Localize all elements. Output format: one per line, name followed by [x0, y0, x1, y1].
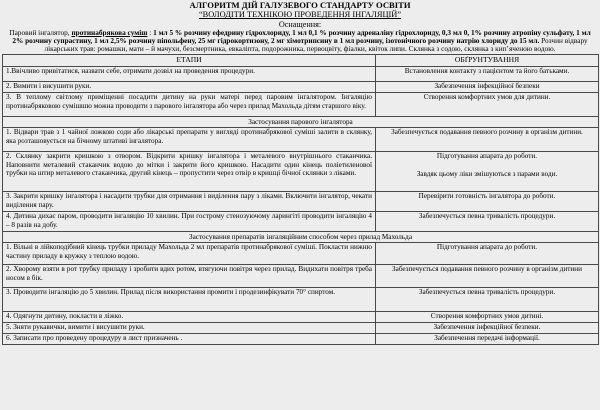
reason-cell — [376, 93, 599, 117]
equipment-part: : — [147, 27, 154, 37]
reason-text: Перевірити готовність інгалятора до роботи. — [418, 192, 556, 201]
reason-cell — [376, 312, 599, 323]
table-row — [3, 334, 599, 345]
document-subtitle: “ВОЛОДІТИ ТЕХНІКОЮ ПРОВЕДЕННЯ ІНГАЛЯЦІЙ” — [198, 10, 402, 20]
reason-text: Забезпечення передачі інформації. — [434, 334, 540, 343]
table-section-row — [3, 232, 599, 243]
table-row — [3, 67, 599, 82]
step-cell: 1. Відвари трав з 1 чайної ложкою соди або лікарські препарати у вигляді протинабрякової суміші залити в склянку, яка розташовується на бічному штативі інгалятора. — [3, 128, 376, 152]
reason-text: Створення комфортних умов для дитини. — [423, 93, 551, 102]
reason-text: Підготування апарата до роботи. — [436, 152, 538, 161]
equipment-part: протинабрякова суміш — [71, 27, 148, 37]
table-section-row — [3, 117, 599, 128]
table-row — [3, 323, 599, 334]
table-row — [3, 82, 599, 93]
header-reasons: ОБҐРУНТУВАННЯ — [376, 55, 599, 67]
reason-cell — [376, 82, 599, 93]
reason-text-secondary: Завдяк цьому ліки змішуються з парами води. — [416, 169, 558, 178]
step-cell: 4. Одягнути дитину, покласти в ліжко. — [3, 312, 376, 323]
step-cell: 3. Закрити кришку інгалятора і насадити трубки для отримання і виділення пару з ліками. Включити інгалятор, чекати виділення пару. — [3, 192, 376, 212]
reason-text: Підготування апарата до роботи. — [436, 243, 538, 252]
reason-cell — [376, 152, 599, 192]
step-cell: 1. Вільні в лійкоподібний кінець трубки приладу Махольда 2 мл препаратів протинабрякової суміші. Покласти нижню частину приладу в кружку з теплою водою. — [3, 243, 376, 265]
table-row — [3, 212, 599, 232]
equipment-part: Розчин відвару лікарських трав: ромашки, мати – й мачухи, безсмертника, евкаліпта, подорожника, первоцвіту, фіалки, квіток липи. Склянка з содою, склянка з кип’яченою водою. — [44, 36, 588, 54]
reason-text: Створення комфортних умов дитині. — [430, 312, 544, 321]
table-row — [3, 192, 599, 212]
equipment-label: Оснащення: — [278, 19, 322, 29]
equipment-text — [2, 29, 598, 54]
reason-text: Забезпечується подавання певного розчину в організм дитини. — [391, 128, 583, 137]
equipment-part: 1 мл 5 % розчину ефедрину гідрохлориду, 1 мл 0,1 % розчину адреналіну гідрохлориду, 0,3 мл 0, 1% розчину атропіну сульфату, 1 мл 2% розчину супрастину, 1 мл 2,5% розчину піпольфену, 25 мг гідрокортизону, 2 мг хімотрипсину в 1 мл розчину, ізотонічного розчину натрію хлориду до 15 мл. — [12, 27, 591, 46]
reason-text: Забезпечується певна тривалість процедури. — [418, 288, 556, 297]
algorithm-table — [2, 54, 599, 345]
step-cell: 3. В теплому світлому приміщенні посадити дитину на руки матері перед паровим інгалятором. Інгаляцію протинабряковою сумішшю можна проводити з парового інгалятора або через прилад Махольда дітям старшого віку. — [3, 93, 376, 117]
reason-cell — [376, 323, 599, 334]
table-header-row — [3, 55, 599, 67]
reason-cell — [376, 334, 599, 345]
step-cell: 2. Склянку закрити кришкою з отвором. Відкрити кришку інгалятора і металевого внутрішнього стаканчика. Наповнити металевий стаканчик водою до мітки і закрити його кришкою. Насадити один кінець поліетиленової трубки на штир металевого стаканчика, другий кінець – пропустити через отвір в кришці бічної склянки з ліками. — [3, 152, 376, 192]
step-cell: 2. Хворому взяти в рот трубку приладу і зробити вдих ротом, втягуючи повітря через прилад. Видихати повітря треба носом в бік. — [3, 265, 376, 288]
reason-cell — [376, 67, 599, 82]
reason-cell — [376, 212, 599, 232]
reason-cell — [376, 243, 599, 265]
reason-text: Забезпечується подавання певного розчину в організм дитини — [392, 265, 582, 274]
reason-cell — [376, 128, 599, 152]
equipment-part: Паровий інгалятор, — [9, 27, 72, 37]
document-title: АЛГОРИТМ ДІЙ ГАЛУЗЕВОГО СТАНДАРТУ ОСВІТИ — [189, 0, 411, 10]
reason-text: Забезпечується певна тривалість процедури. — [418, 212, 556, 221]
reason-text: Забезпечення інфекційної безпеки — [434, 82, 540, 91]
document-header — [2, 1, 598, 29]
table-row — [3, 312, 599, 323]
step-cell: 5. Зняти рукавички, вимити і висушити руки. — [3, 323, 376, 334]
table-row — [3, 243, 599, 265]
step-cell: 2. Вимити і висушити руки. — [3, 82, 376, 93]
section-title: Застосування парового інгалятора — [3, 117, 599, 128]
reason-cell — [376, 288, 599, 312]
reason-cell — [376, 192, 599, 212]
reason-cell — [376, 265, 599, 288]
header-steps: ЕТАПИ — [3, 55, 376, 67]
step-cell: 4. Дитина дихає паром, проводити інгаляцію 10 хвилин. При гострому стенозуючому ларингіті проводити інгаляцію 4 – 8 разів на добу. — [3, 212, 376, 232]
reason-text: Встановлення контакту з пацієнтом та його батьками. — [404, 67, 570, 76]
table-row — [3, 128, 599, 152]
table-row — [3, 152, 599, 192]
table-body — [3, 67, 599, 345]
step-cell: 3. Проводити інгаляцію до 5 хвилин. Прилад після використання промити і продезинфікувати 70° спиртом. — [3, 288, 376, 312]
table-row — [3, 288, 599, 312]
table-row — [3, 93, 599, 117]
table-row — [3, 265, 599, 288]
section-title: Застосування препаратів інгаляційним способом через прилад Махольда — [3, 232, 599, 243]
reason-text: Забезпечення інфекційної безпеки. — [433, 323, 541, 332]
step-cell: 6. Записати про проведену процедуру в лист призначень . — [3, 334, 376, 345]
step-cell: 1.Ввічливо привітатися, назвати себе, отримати дозвіл на проведення процедури. — [3, 67, 376, 82]
